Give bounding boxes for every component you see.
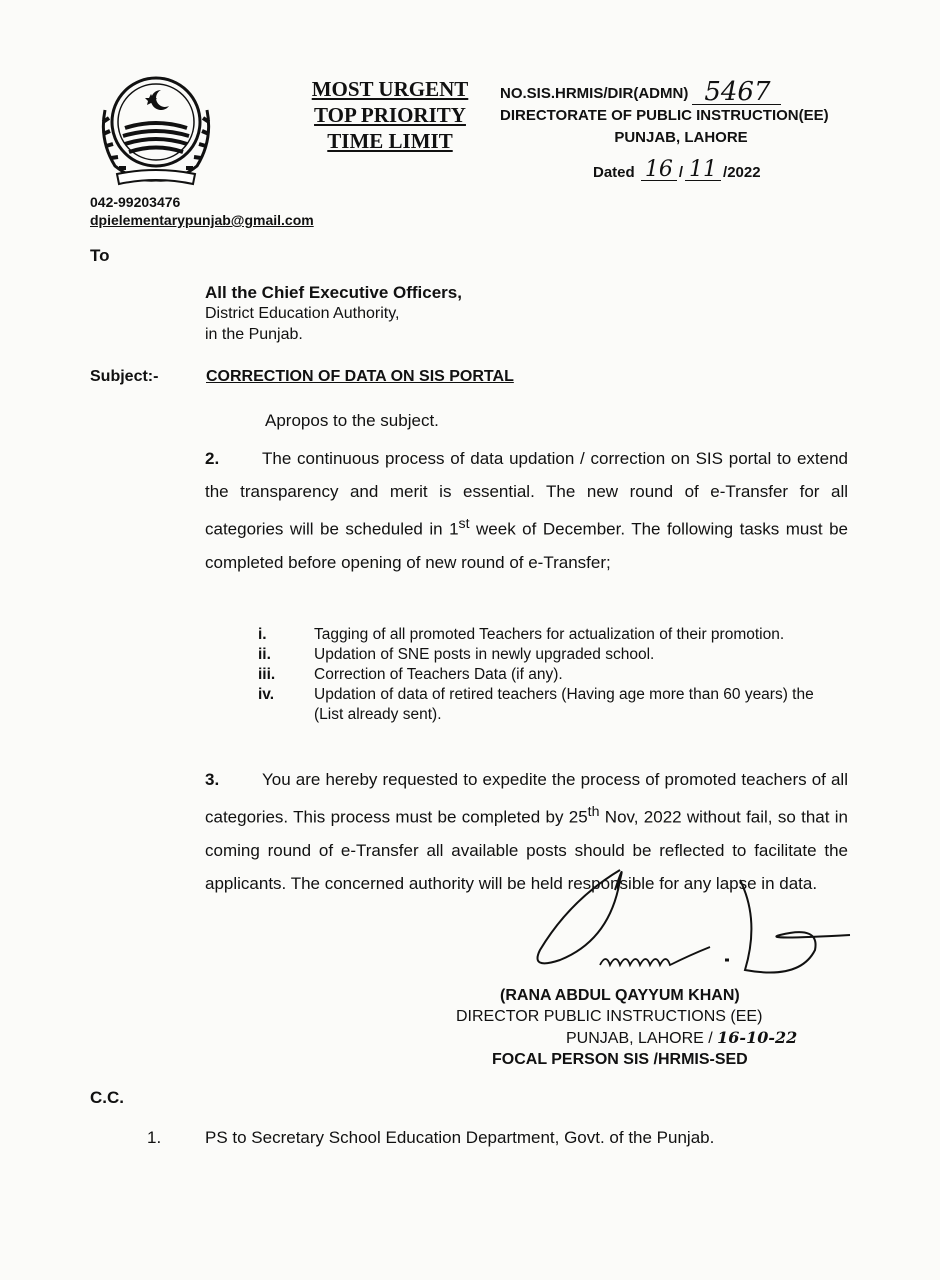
date-day: 16 [641, 160, 677, 181]
list-item [258, 685, 818, 725]
addressee-line: District Education Authority, [205, 305, 400, 322]
task-text: Tagging of all promoted Teachers for actualization of their promotion. [314, 626, 785, 643]
urgency-line: TIME LIMIT [327, 129, 453, 153]
paragraph-1: Apropos to the subject. [265, 411, 439, 430]
task-list [258, 625, 818, 725]
reference-number [500, 77, 880, 107]
signatory-place: PUNJAB, LAHORE / 16-10-22 [566, 1028, 798, 1047]
list-item [258, 645, 818, 665]
task-text: Updation of SNE posts in newly upgraded school. [314, 646, 655, 663]
date-separator: / [723, 164, 728, 181]
date-line [593, 157, 761, 182]
paragraph-text: The continuous process of data updation / correction on SIS portal to extend the transparency and merit is essential. The new round of e-Transfer for all categories will be scheduled in 1 [205, 449, 848, 539]
date-label: Dated [593, 164, 635, 181]
office-city: PUNJAB, LAHORE [614, 129, 748, 146]
signatory-role: FOCAL PERSON SIS /HRMIS-SED [492, 1051, 748, 1068]
paragraph-number: 2. [205, 449, 220, 468]
date-separator: / [678, 164, 684, 181]
email-address: dpielementarypunjab@gmail.com [90, 212, 314, 228]
urgency-line: TOP PRIORITY [314, 103, 466, 127]
task-text: Updation of data of retired teachers (Having age more than 60 years) the (List already sent). [314, 686, 814, 723]
date-month: 11 [685, 160, 721, 181]
date-year: 2022 [727, 164, 761, 181]
paragraph-text: You are hereby requested to expedite the process of promoted teachers of all categories. This process must be completed by 25 [205, 770, 848, 827]
addressee-block [205, 282, 462, 345]
list-item [258, 625, 818, 645]
urgency-line: MOST URGENT [311, 77, 469, 101]
cc-list-item [147, 1128, 714, 1148]
handwritten-reference-number: 5467 [692, 80, 780, 105]
task-number: i. [258, 626, 267, 643]
list-item [258, 665, 818, 685]
task-number: iv. [258, 686, 275, 703]
reference-block [500, 77, 880, 149]
cc-number: 1. [147, 1128, 162, 1147]
reference-prefix: NO.SIS.HRMIS/DIR(ADMN) [500, 85, 689, 102]
phone-number: 042-99203476 [90, 194, 181, 210]
signatory-title: DIRECTOR PUBLIC INSTRUCTIONS (EE) [456, 1008, 763, 1025]
task-text: Correction of Teachers Data (if any). [314, 666, 563, 683]
subject-text: CORRECTION OF DATA ON SIS PORTAL [206, 368, 514, 385]
superscript: st [458, 516, 470, 532]
paragraph-number: 3. [205, 770, 220, 789]
contact-block [90, 193, 314, 229]
handwritten-signature [530, 840, 860, 990]
signature-block [440, 985, 840, 1070]
cc-text: PS to Secretary School Education Department, Govt. of the Punjab. [205, 1128, 715, 1147]
addressee-line: All the Chief Executive Officers, [205, 283, 462, 302]
cc-label: C.C. [90, 1088, 124, 1107]
urgency-stamp [300, 76, 480, 154]
addressee-line: in the Punjab. [205, 326, 303, 343]
paragraph-2 [205, 442, 848, 579]
signatory-name: (RANA ABDUL QAYYUM KHAN) [500, 987, 740, 1004]
handwritten-date: 16-10-22 [717, 1028, 798, 1047]
paragraph-text: Nov, 2022 without fail, so that in coming round of e-Transfer all available posts should be reflected to facilitate the applicants. The concerned authority will be held responsible for any lapse in data. [205, 807, 848, 893]
superscript: th [587, 804, 600, 820]
task-number: ii. [258, 646, 271, 663]
to-label: To [90, 246, 110, 265]
office-name: DIRECTORATE OF PUBLIC INSTRUCTION(EE) [500, 107, 829, 124]
subject-label: Subject:- [90, 368, 159, 385]
punjab-emblem-logo [95, 70, 217, 188]
task-number: iii. [258, 666, 276, 683]
paragraph-text: week of December. The following tasks must be completed before opening of new round of e-Transfer; [205, 519, 848, 572]
